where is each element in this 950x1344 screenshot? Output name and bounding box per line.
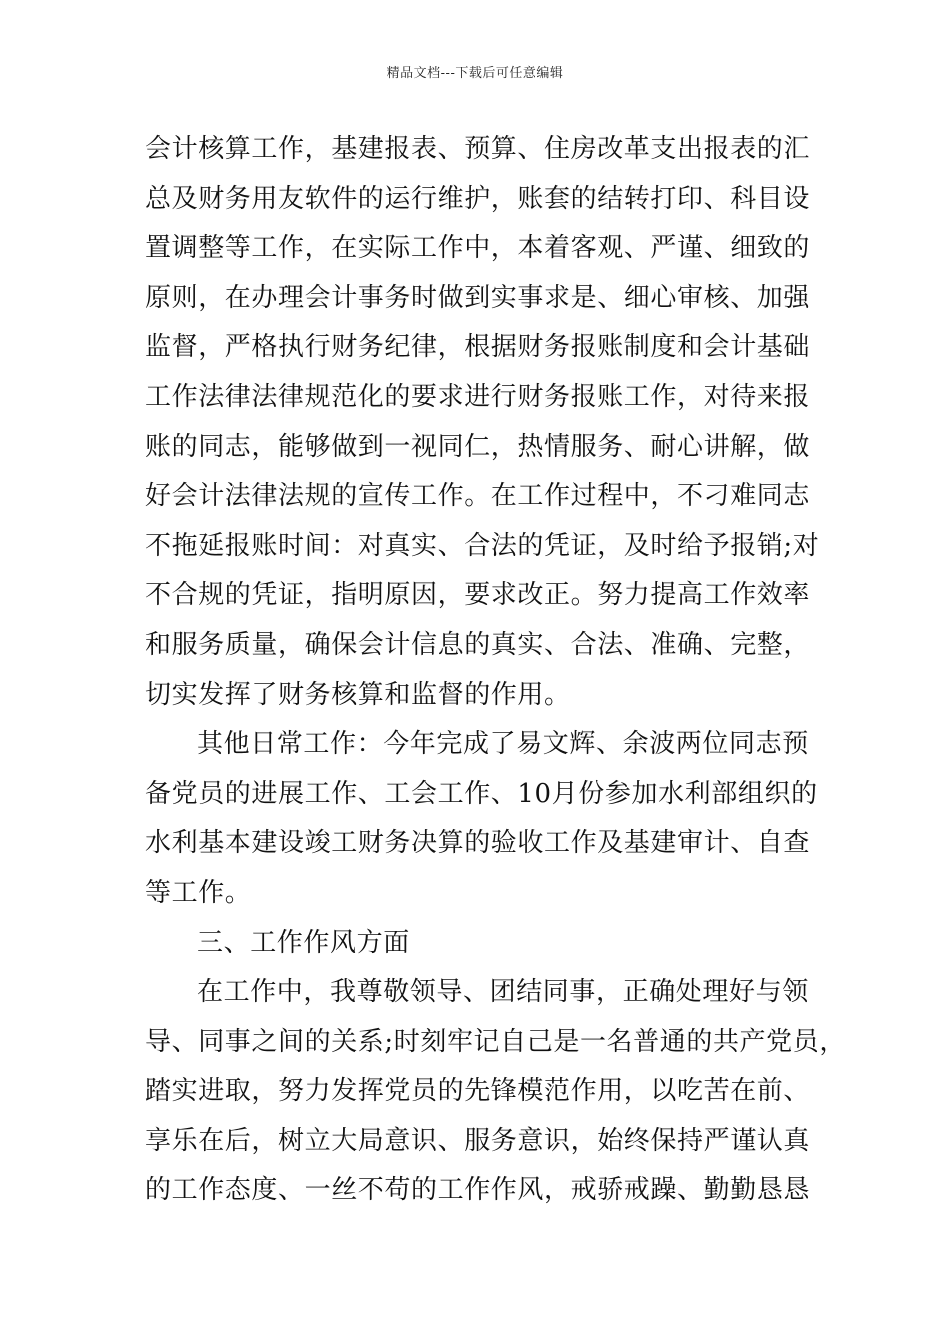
text-line: 总及财务用友软件的运行维护，账套的结转打印、科目设 [145, 183, 811, 214]
text-line: 的工作态度、一丝不苟的工作作风，戒骄戒躁、勤勤恳恳 [145, 1175, 811, 1206]
text-line: 享乐在后，树立大局意识、服务意识，始终保持严谨认真 [145, 1125, 811, 1156]
text-line: 监督，严格执行财务纪律，根据财务报账制度和会计基础 [145, 332, 811, 363]
text-line: 好会计法律法规的宣传工作。在工作过程中，不刁难同志 [145, 481, 811, 512]
paragraph-start-line: 其他日常工作：今年完成了易文辉、余波两位同志预 [197, 729, 809, 760]
text-line: 水利基本建设竣工财务决算的验收工作及基建审计、自查 [145, 828, 811, 859]
text-line: 等工作。 [145, 877, 252, 908]
text-line: 导、同事之间的关系;时刻牢记自己是一名普通的共产党员， [145, 1026, 846, 1057]
section-heading: 三、工作作风方面 [197, 927, 410, 958]
text-line: 踏实进取，努力发挥党员的先锋模范作用，以吃苦在前、 [145, 1076, 811, 1107]
text-line: 切实发挥了财务核算和监督的作用。 [145, 679, 571, 710]
document-body [145, 125, 846, 1216]
text-line: 置调整等工作，在实际工作中，本着客观、严谨、细致的 [145, 233, 811, 264]
text-line: 不合规的凭证，指明原因，要求改正。努力提高工作效率 [145, 580, 811, 611]
text-line: 和服务质量，确保会计信息的真实、合法、准确、完整， [145, 629, 811, 660]
page-header: 精品文档---下载后可任意编辑 [386, 66, 564, 81]
paragraph-start-line: 在工作中，我尊敬领导、团结同事，正确处理好与领 [197, 977, 809, 1008]
text-line: 不拖延报账时间：对真实、合法的凭证，及时给予报销;对 [145, 530, 820, 561]
text-line: 备党员的进展工作、工会工作、10月份参加水利部组织的 [145, 778, 818, 809]
text-line: 原则，在办理会计事务时做到实事求是、细心审核、加强 [145, 282, 811, 313]
text-line: 工作法律法律规范化的要求进行财务报账工作，对待来报 [145, 381, 811, 412]
text-line: 账的同志，能够做到一视同仁，热情服务、耐心讲解，做 [145, 431, 811, 462]
text-line: 会计核算工作，基建报表、预算、住房改革支出报表的汇 [145, 134, 811, 164]
